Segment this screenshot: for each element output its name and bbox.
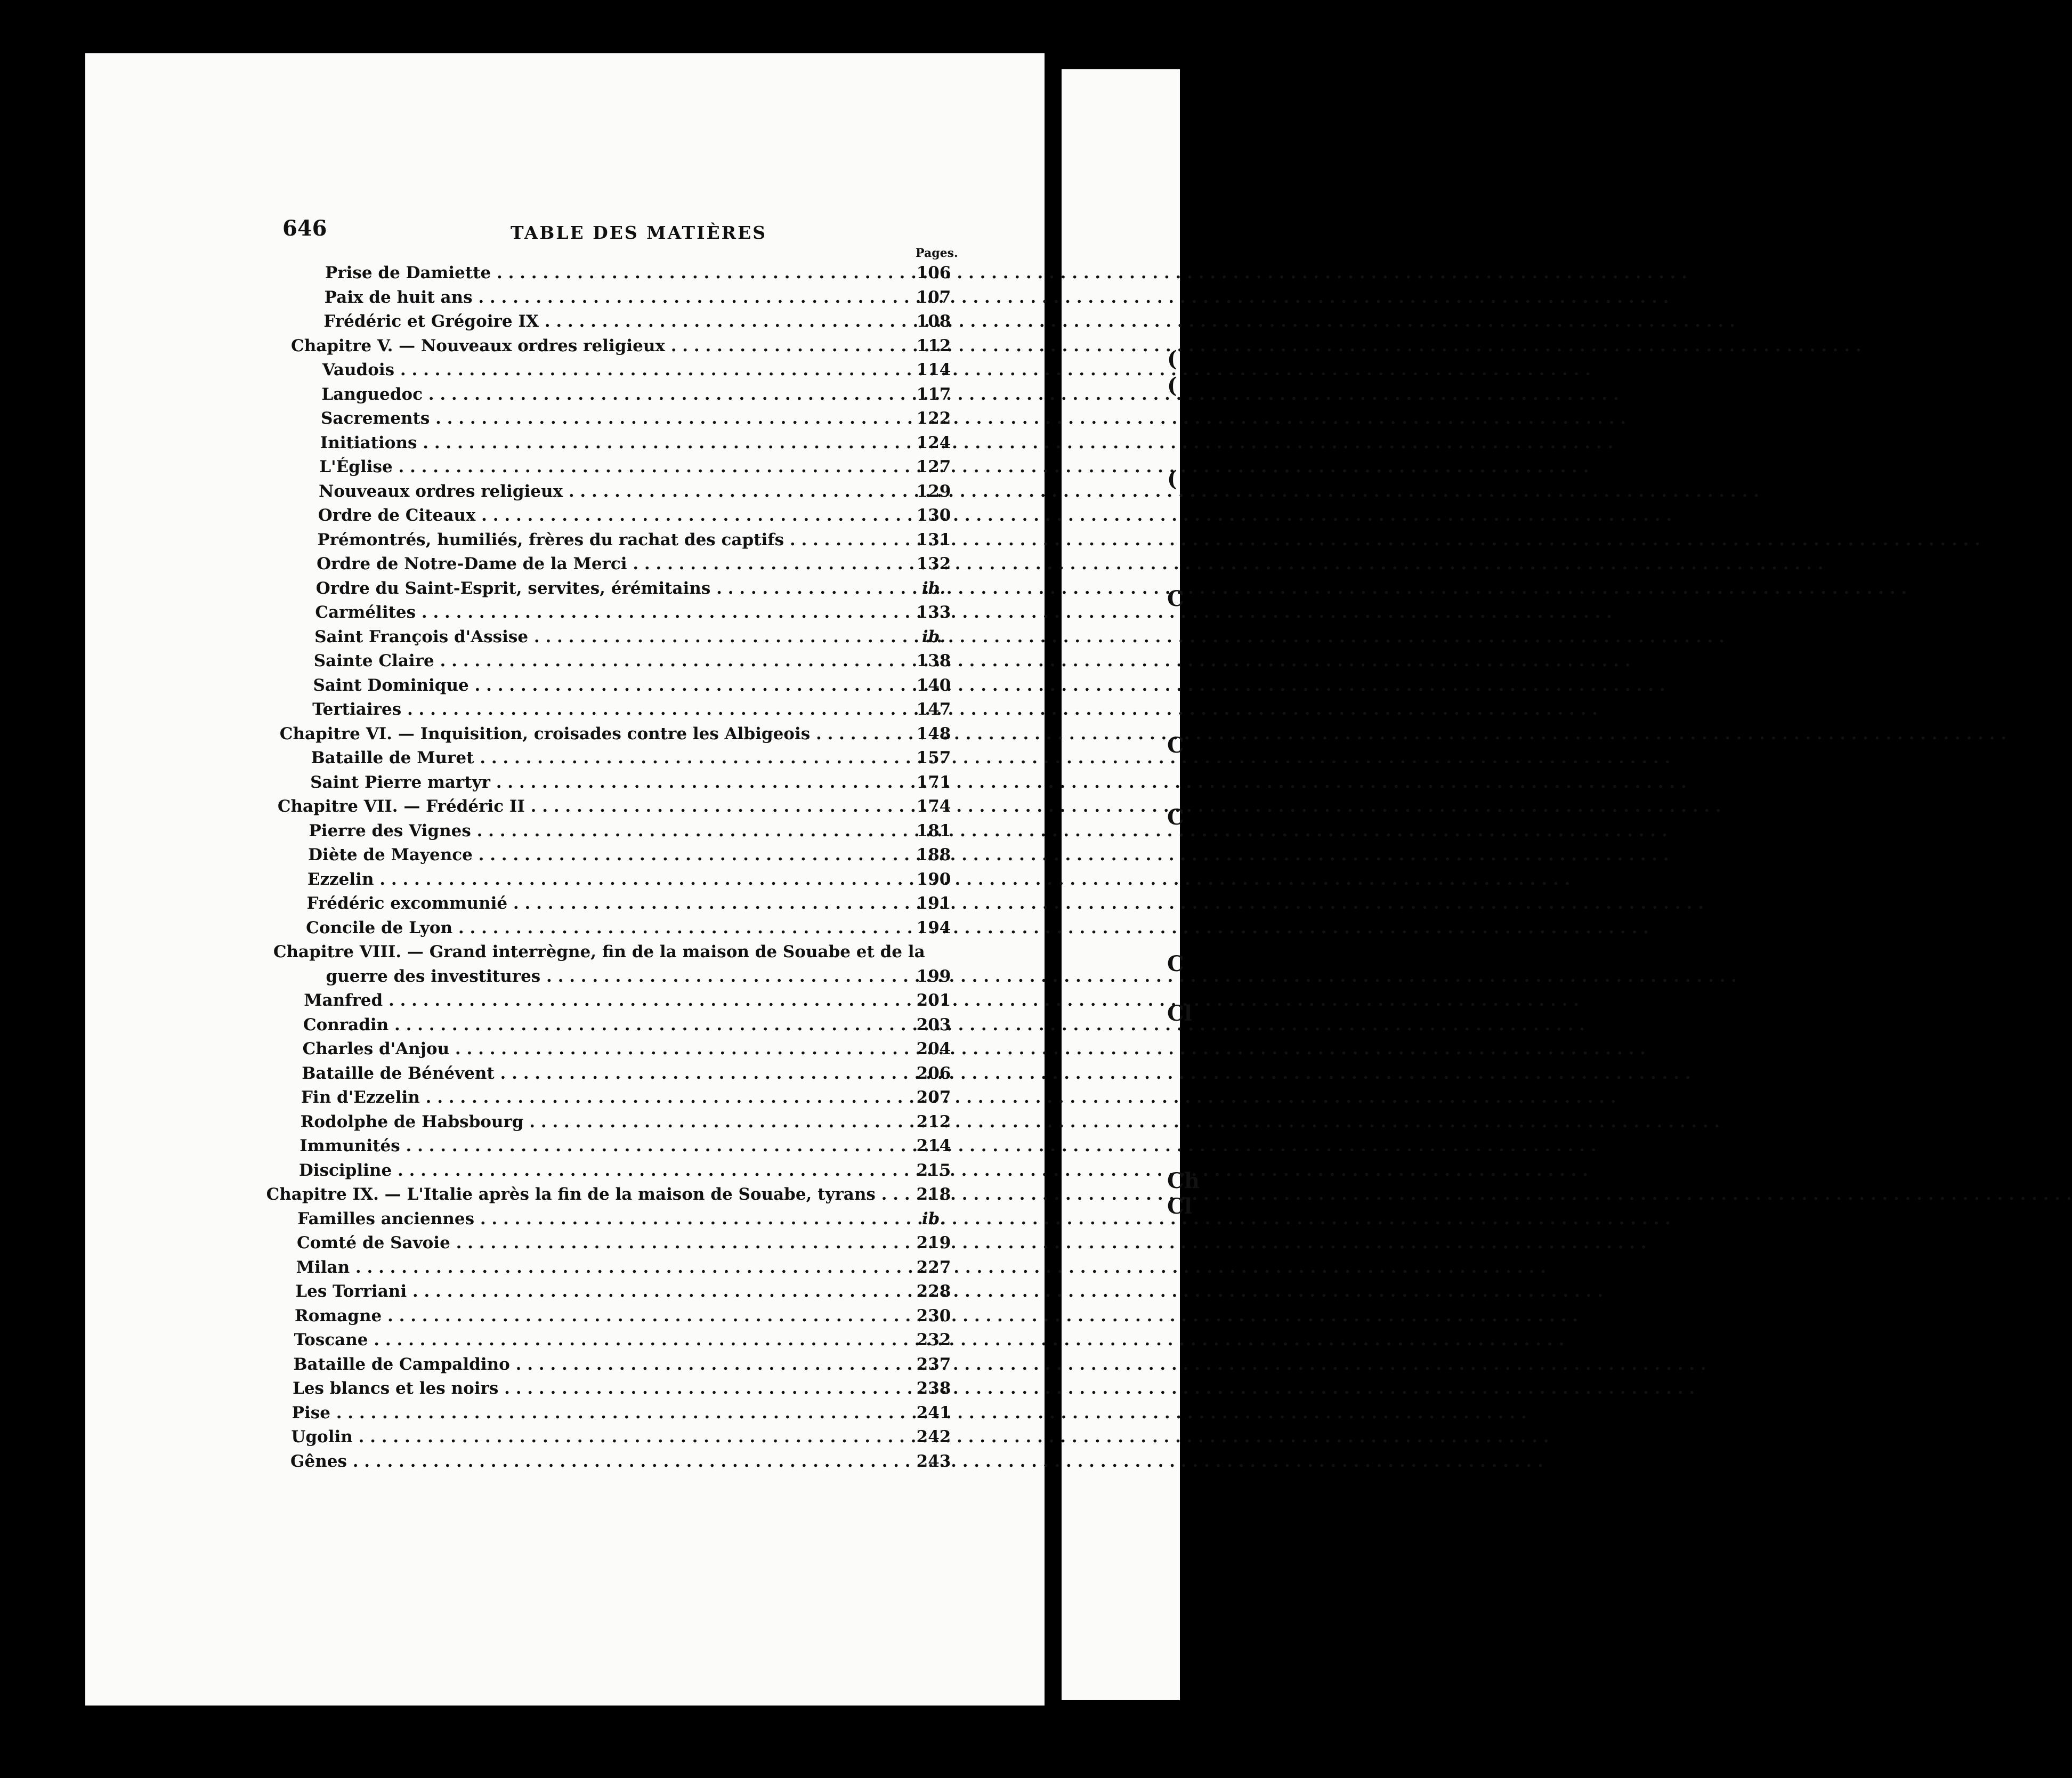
toc-entry-page: 199 <box>916 966 951 986</box>
toc-entry-title: Diète de Mayence . . . <box>308 843 904 867</box>
toc-entry-page: ib. <box>921 627 946 646</box>
toc-entry-title: Nouveaux ordres religieux . . . <box>319 480 904 504</box>
running-title: TABLE DES MATIÈRES <box>511 222 767 243</box>
toc-entry <box>276 1231 955 1256</box>
edge-fragment: C <box>1167 586 1184 611</box>
toc-entry-title: Saint Pierre martyr . . . <box>310 771 904 795</box>
toc-entry <box>273 1304 955 1329</box>
toc-entry <box>287 819 955 844</box>
toc-entry-page: 207 <box>916 1088 951 1107</box>
toc-entry <box>270 1425 955 1450</box>
edge-fragment: Cl <box>1167 1001 1193 1026</box>
toc-entry-page: 138 <box>916 651 951 670</box>
toc-entry <box>275 1256 955 1280</box>
toc-entry-title: Ordre du Saint-Esprit, servites, érémitains . . . <box>316 577 904 601</box>
toc-entry-page: 190 <box>916 869 951 889</box>
toc-entry-title: Initiations . . . <box>320 431 904 455</box>
toc-entry-page: 130 <box>916 506 951 525</box>
toc-entry-title: Conradin . . . <box>303 1013 904 1037</box>
toc-entry-page: 194 <box>916 918 951 938</box>
toc-entry <box>304 261 955 286</box>
toc-chapter-entry <box>277 795 955 819</box>
toc-entry <box>300 407 955 431</box>
toc-entry <box>280 1086 955 1110</box>
page-header <box>282 216 954 248</box>
toc-entry-page: 214 <box>916 1136 951 1155</box>
toc-entry-title: Sacrements . . . <box>321 407 904 431</box>
toc-entry-title: Languedoc . . . <box>321 383 904 407</box>
toc-entry-page: 171 <box>916 772 951 792</box>
toc-entry-page: 219 <box>916 1233 951 1252</box>
page-number: 646 <box>282 216 327 241</box>
toc-entry-title: Chapitre VI. — Inquisition, croisades contre les Albigeois . . . <box>280 722 904 746</box>
toc-chapter-entry <box>291 334 955 359</box>
toc-entry <box>292 674 955 698</box>
toc-entry <box>280 1062 955 1086</box>
toc-entry-page: ib. <box>921 578 946 598</box>
toc-entry <box>269 1450 955 1474</box>
toc-entry-page: 230 <box>916 1306 951 1326</box>
toc-entry-page: 204 <box>916 1039 951 1058</box>
toc-entry-page: 108 <box>916 312 951 331</box>
toc-entry-title: Chapitre IX. — L'Italie après la fin de la maison de Souabe, tyrans . . . <box>266 1183 904 1207</box>
edge-fragment: C <box>1167 805 1184 830</box>
toc-entry-title: L'Église . . . <box>319 455 904 479</box>
toc-entry-page: 131 <box>916 530 951 549</box>
edge-fragment: ( <box>1167 346 1177 371</box>
toc-entry-title: guerre des investitures . . . <box>326 965 904 989</box>
edge-fragment: ( <box>1167 373 1177 398</box>
toc-entry-title: Chapitre VIII. — Grand interrègne, fin de la maison de Souabe et de la <box>273 942 925 961</box>
toc-entry-page: 188 <box>916 845 951 864</box>
toc-entry-title: Tertiaires . . . <box>312 698 904 722</box>
edge-fragment: C <box>1167 733 1184 758</box>
toc-entry <box>279 1110 955 1135</box>
toc-entry <box>273 1328 955 1353</box>
toc-entry-title: Chapitre VII. — Frédéric II . . . <box>278 795 904 819</box>
toc-entry-title: Gênes . . . <box>290 1450 904 1474</box>
toc-entry-page: 203 <box>916 1015 951 1035</box>
toc-entry-page: 238 <box>916 1379 951 1398</box>
pages-column-label: Pages. <box>916 246 958 260</box>
toc-entry-title: Saint François d'Assise . . . <box>314 625 904 649</box>
toc-entry <box>271 1377 955 1401</box>
toc-entry-title: Toscane . . . <box>294 1328 904 1352</box>
toc-chapter-entry <box>266 1183 955 1207</box>
toc-entry <box>281 1037 955 1062</box>
toc-entry <box>289 746 955 771</box>
toc-entry-page: 237 <box>916 1354 951 1374</box>
toc-entry-page: 191 <box>916 894 951 913</box>
toc-entry-page: 114 <box>916 360 951 379</box>
toc-entry-page: 132 <box>916 554 951 573</box>
toc-entry-page: 106 <box>916 263 951 282</box>
edge-fragment: Cl <box>1167 1194 1193 1219</box>
toc-entry <box>296 528 955 553</box>
toc-entry-title: Paix de huit ans . . . <box>325 286 904 310</box>
toc-entry-page: 140 <box>916 675 951 695</box>
edge-fragment: ( <box>1167 466 1177 491</box>
toc-entry-title: Prise de Damiette . . . <box>325 261 904 285</box>
toc-entry-title: Familles anciennes . . . <box>297 1207 904 1231</box>
toc-entry <box>298 455 955 480</box>
toc-entry-title: Les Torriani . . . <box>295 1280 904 1304</box>
toc-entry <box>299 431 955 456</box>
edge-fragment: C <box>1167 951 1184 976</box>
toc-entry-title: Comté de Savoie . . . <box>297 1231 904 1255</box>
toc-entry-page: 206 <box>916 1063 951 1083</box>
toc-entry-title: Ugolin . . . <box>291 1425 904 1449</box>
toc-entry-title: Immunités . . . <box>300 1134 904 1158</box>
toc-entry-title: Bataille de Muret . . . <box>311 746 904 770</box>
toc-entry-title: Ezzelin . . . <box>307 868 904 892</box>
toc-entry-title: Les blancs et les noirs . . . <box>293 1377 904 1401</box>
toc-entry <box>276 1207 955 1232</box>
toc-entry-title: Bataille de Campaldino . . . <box>293 1353 904 1377</box>
toc-entry <box>300 383 955 407</box>
toc-entry-title: Pierre des Vignes . . . <box>309 819 904 843</box>
toc-entry-title: Bataille de Bénévent . . . <box>302 1062 904 1086</box>
toc-entry-title: Ordre de Citeaux . . . <box>318 504 904 528</box>
toc-entry <box>301 358 955 383</box>
toc-entry <box>285 916 955 941</box>
toc-entry-page: 181 <box>916 821 951 840</box>
toc-entry-title: Ordre de Notre-Dame de la Merci . . . <box>317 552 904 576</box>
toc-entry-page: 127 <box>916 457 951 476</box>
table-of-contents <box>266 261 955 1474</box>
toc-entry-page: 147 <box>916 700 951 719</box>
toc-entry-title: Frédéric et Grégoire IX . . . <box>323 310 904 334</box>
toc-entry-title: Concile de Lyon . . . <box>306 916 904 940</box>
toc-entry-title: Rodolphe de Habsbourg . . . <box>301 1110 904 1134</box>
toc-entry-page: 212 <box>916 1112 951 1132</box>
toc-entry-page: 107 <box>916 287 951 307</box>
toc-entry-page: 215 <box>916 1160 951 1180</box>
toc-entry <box>293 649 955 674</box>
toc-entry-page: 117 <box>916 384 951 404</box>
toc-entry <box>287 843 955 868</box>
toc-entry-title: Fin d'Ezzelin . . . <box>301 1086 904 1110</box>
toc-entry-page: 122 <box>916 409 951 428</box>
toc-entry <box>295 552 955 577</box>
toc-entry <box>286 892 956 916</box>
toc-entry-page: 174 <box>916 797 951 816</box>
toc-entry-title: Frédéric excommunié . . . <box>307 892 905 916</box>
toc-entry-page: 241 <box>916 1403 951 1423</box>
toc-entry-page: 201 <box>916 991 951 1010</box>
toc-entry-page: 112 <box>916 336 951 355</box>
toc-entry <box>289 771 955 795</box>
toc-entry-page: ib. <box>921 1209 946 1229</box>
edge-fragment: Ch <box>1167 1168 1200 1193</box>
toc-entry-page: 157 <box>916 748 951 767</box>
toc-entry-title: Sainte Claire . . . <box>314 649 904 673</box>
toc-entry <box>278 1134 955 1159</box>
toc-entry-page: 133 <box>916 603 951 622</box>
toc-chapter-entry <box>279 722 955 747</box>
toc-entry-page: 227 <box>916 1257 951 1277</box>
toc-entry <box>293 625 955 650</box>
toc-entry-title: Pise . . . <box>292 1401 904 1425</box>
toc-entry-title: Romagne . . . <box>295 1304 904 1328</box>
toc-entry-title: Manfred . . . <box>304 989 904 1013</box>
toc-entry <box>295 577 955 601</box>
toc-entry <box>286 868 955 892</box>
toc-entry-title: Vaudois . . . <box>322 358 904 382</box>
toc-entry <box>302 310 955 334</box>
toc-entry <box>278 1159 955 1183</box>
toc-entry-page: 218 <box>916 1185 951 1204</box>
toc-entry-title: Carmélites . . . <box>315 601 904 625</box>
toc-entry <box>274 1280 955 1304</box>
toc-entry-title: Prémontrés, humiliés, frères du rachat des captifs . . . <box>317 528 904 552</box>
toc-entry-page: 242 <box>916 1427 951 1446</box>
toc-entry <box>303 286 955 310</box>
toc-entry-title: Saint Dominique . . . <box>313 674 904 698</box>
toc-entry <box>282 989 955 1013</box>
toc-entry-page: 228 <box>916 1282 951 1301</box>
toc-entry <box>297 480 955 504</box>
toc-entry-page: 129 <box>916 481 951 501</box>
toc-entry-page: 124 <box>916 433 951 452</box>
toc-entry-page: 232 <box>916 1330 951 1349</box>
toc-entry <box>272 1353 955 1377</box>
toc-entry <box>282 1013 955 1038</box>
toc-entry-title: Discipline . . . <box>299 1159 904 1183</box>
toc-entry <box>271 1401 955 1426</box>
toc-entry <box>291 698 955 722</box>
toc-entry <box>284 965 955 989</box>
toc-entry-title: Charles d'Anjou . . . <box>303 1037 904 1061</box>
toc-entry-page: 243 <box>916 1451 951 1471</box>
toc-entry-title: Milan . . . <box>296 1256 904 1280</box>
toc-chapter-entry <box>273 940 955 965</box>
toc-entry <box>297 504 955 528</box>
toc-entry-page: 148 <box>916 724 951 743</box>
toc-entry <box>294 601 955 625</box>
toc-entry-title: Chapitre V. — Nouveaux ordres religieux . . . <box>291 334 904 358</box>
